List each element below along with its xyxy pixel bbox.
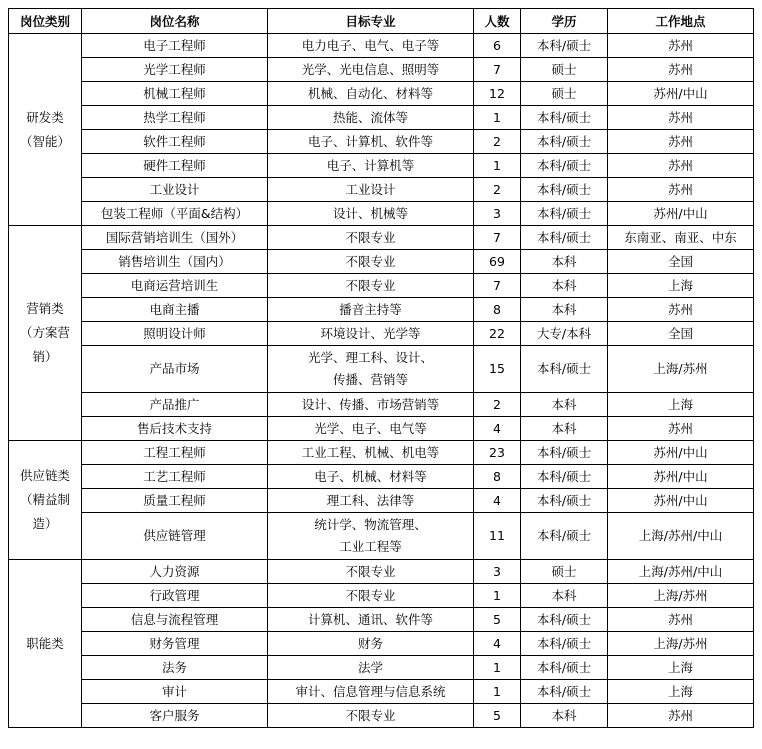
location-cell: 上海: [608, 680, 754, 704]
major-line: 审计、信息管理与信息系统: [295, 684, 446, 699]
position-name-cell: 工艺工程师: [82, 465, 268, 489]
position-name-cell: 电商运营培训生: [82, 274, 268, 298]
table-row: [9, 441, 754, 465]
table-row: [9, 58, 754, 82]
major-cell: [268, 584, 474, 608]
major-line: 电子、计算机、软件等: [307, 134, 433, 149]
table-row: [9, 178, 754, 202]
position-name-cell: 法务: [82, 656, 268, 680]
major-line: 电子、机械、材料等: [314, 469, 427, 484]
major-line: 工业工程等: [339, 539, 402, 554]
headcount-cell: 1: [474, 584, 521, 608]
category-label: 研发类: [26, 109, 64, 125]
header-position: 岗位名称: [82, 9, 268, 34]
headcount-cell: 2: [474, 393, 521, 417]
education-cell: 本科/硕士: [521, 34, 608, 58]
position-name-cell: 国际营销培训生（国外）: [82, 226, 268, 250]
headcount-cell: 5: [474, 704, 521, 728]
major-cell: [268, 34, 474, 58]
education-cell: 本科: [521, 584, 608, 608]
location-cell: 苏州: [608, 608, 754, 632]
headcount-cell: 12: [474, 82, 521, 106]
major-cell: [268, 298, 474, 322]
education-cell: 本科/硕士: [521, 680, 608, 704]
education-cell: 本科/硕士: [521, 226, 608, 250]
education-cell: 本科/硕士: [521, 465, 608, 489]
headcount-cell: 22: [474, 322, 521, 346]
table-row: [9, 130, 754, 154]
major-cell: [268, 58, 474, 82]
headcount-cell: 6: [474, 34, 521, 58]
location-cell: 上海: [608, 656, 754, 680]
category-cell: [9, 560, 82, 728]
major-cell: [268, 178, 474, 202]
major-line: 热能、流体等: [332, 110, 408, 125]
location-cell: 上海/苏州: [608, 346, 754, 393]
headcount-cell: 23: [474, 441, 521, 465]
education-cell: 本科/硕士: [521, 130, 608, 154]
table-row: [9, 106, 754, 130]
location-cell: 苏州: [608, 704, 754, 728]
location-cell: 苏州: [608, 34, 754, 58]
major-line: 光学、光电信息、照明等: [301, 62, 440, 77]
job-table-container: [8, 8, 754, 728]
major-cell: [268, 704, 474, 728]
position-name-cell: 客户服务: [82, 704, 268, 728]
location-cell: 上海: [608, 393, 754, 417]
headcount-cell: 3: [474, 560, 521, 584]
position-name-cell: 热学工程师: [82, 106, 268, 130]
education-cell: 本科: [521, 417, 608, 441]
major-line: 不限专业: [345, 254, 396, 269]
headcount-cell: 3: [474, 202, 521, 226]
major-line: 理工科、法律等: [326, 493, 415, 508]
position-name-cell: 光学工程师: [82, 58, 268, 82]
table-row: [9, 417, 754, 441]
major-line: 不限专业: [345, 588, 396, 603]
category-label: （智能）: [19, 133, 70, 149]
headcount-cell: 2: [474, 130, 521, 154]
major-cell: [268, 632, 474, 656]
major-line: 传播、营销等: [332, 372, 408, 387]
location-cell: 苏州: [608, 178, 754, 202]
table-row: [9, 322, 754, 346]
major-cell: [268, 154, 474, 178]
position-name-cell: 产品市场: [82, 346, 268, 393]
location-cell: 上海/苏州/中山: [608, 513, 754, 560]
table-row: [9, 82, 754, 106]
headcount-cell: 4: [474, 417, 521, 441]
category-label: 职能类: [26, 635, 64, 651]
headcount-cell: 11: [474, 513, 521, 560]
major-cell: [268, 226, 474, 250]
table-row: [9, 465, 754, 489]
education-cell: 本科/硕士: [521, 489, 608, 513]
position-name-cell: 人力资源: [82, 560, 268, 584]
location-cell: 苏州: [608, 106, 754, 130]
location-cell: 苏州: [608, 130, 754, 154]
position-name-cell: 信息与流程管理: [82, 608, 268, 632]
location-cell: 全国: [608, 250, 754, 274]
job-openings-table: [8, 8, 754, 728]
major-cell: [268, 274, 474, 298]
major-line: 工业设计: [345, 182, 396, 197]
headcount-cell: 2: [474, 178, 521, 202]
table-row: [9, 274, 754, 298]
major-line: 机械、自动化、材料等: [307, 86, 433, 101]
header-row: [9, 9, 754, 34]
major-line: 电子、计算机等: [326, 158, 415, 173]
education-cell: 本科/硕士: [521, 178, 608, 202]
headcount-cell: 7: [474, 274, 521, 298]
education-cell: 本科/硕士: [521, 656, 608, 680]
major-cell: [268, 202, 474, 226]
major-line: 设计、机械等: [332, 206, 408, 221]
position-name-cell: 软件工程师: [82, 130, 268, 154]
header-category: 岗位类别: [9, 9, 82, 34]
category-label: 销）: [32, 349, 58, 364]
table-row: [9, 489, 754, 513]
position-name-cell: 电子工程师: [82, 34, 268, 58]
location-cell: 上海/苏州: [608, 584, 754, 608]
table-row: [9, 584, 754, 608]
category-cell: [9, 34, 82, 226]
table-row: [9, 704, 754, 728]
headcount-cell: 4: [474, 489, 521, 513]
table-row: [9, 560, 754, 584]
education-cell: 本科/硕士: [521, 202, 608, 226]
table-row: [9, 680, 754, 704]
table-row: [9, 632, 754, 656]
major-cell: [268, 656, 474, 680]
education-cell: 本科/硕士: [521, 632, 608, 656]
major-line: 播音主持等: [339, 302, 402, 317]
headcount-cell: 8: [474, 298, 521, 322]
location-cell: 苏州/中山: [608, 465, 754, 489]
education-cell: 本科: [521, 274, 608, 298]
category-label: 造）: [32, 516, 58, 531]
category-label: （精益制: [19, 492, 70, 507]
headcount-cell: 1: [474, 656, 521, 680]
location-cell: 苏州/中山: [608, 202, 754, 226]
headcount-cell: 1: [474, 680, 521, 704]
headcount-cell: 7: [474, 58, 521, 82]
major-cell: [268, 560, 474, 584]
major-cell: [268, 513, 474, 560]
major-line: 计算机、通讯、软件等: [307, 612, 433, 627]
position-name-cell: 审计: [82, 680, 268, 704]
headcount-cell: 1: [474, 154, 521, 178]
education-cell: 硕士: [521, 82, 608, 106]
table-row: [9, 202, 754, 226]
location-cell: 苏州: [608, 417, 754, 441]
education-cell: 本科: [521, 298, 608, 322]
location-cell: 苏州/中山: [608, 441, 754, 465]
table-row: [9, 226, 754, 250]
location-cell: 苏州: [608, 154, 754, 178]
position-name-cell: 行政管理: [82, 584, 268, 608]
location-cell: 苏州: [608, 298, 754, 322]
location-cell: 苏州/中山: [608, 82, 754, 106]
header-count: 人数: [474, 9, 521, 34]
location-cell: 上海/苏州: [608, 632, 754, 656]
education-cell: 本科/硕士: [521, 608, 608, 632]
education-cell: 本科: [521, 393, 608, 417]
position-name-cell: 照明设计师: [82, 322, 268, 346]
table-row: [9, 34, 754, 58]
headcount-cell: 1: [474, 106, 521, 130]
location-cell: 上海: [608, 274, 754, 298]
education-cell: 本科: [521, 704, 608, 728]
table-row: [9, 393, 754, 417]
position-name-cell: 产品推广: [82, 393, 268, 417]
table-row: [9, 154, 754, 178]
table-row: [9, 346, 754, 393]
major-cell: [268, 465, 474, 489]
header-education: 学历: [521, 9, 608, 34]
category-cell: [9, 441, 82, 560]
header-major: 目标专业: [268, 9, 474, 34]
education-cell: 本科/硕士: [521, 106, 608, 130]
table-row: [9, 656, 754, 680]
headcount-cell: 15: [474, 346, 521, 393]
table-row: [9, 298, 754, 322]
position-name-cell: 销售培训生（国内）: [82, 250, 268, 274]
category-label: 供应链类: [19, 468, 70, 483]
major-line: 设计、传播、市场营销等: [301, 397, 440, 412]
major-cell: [268, 608, 474, 632]
location-cell: 上海/苏州/中山: [608, 560, 754, 584]
table-row: [9, 513, 754, 560]
location-cell: 苏州: [608, 58, 754, 82]
major-cell: [268, 322, 474, 346]
category-label: 营销类: [26, 301, 64, 316]
major-line: 不限专业: [345, 564, 396, 579]
position-name-cell: 工程工程师: [82, 441, 268, 465]
major-line: 不限专业: [345, 230, 396, 245]
position-name-cell: 硬件工程师: [82, 154, 268, 178]
education-cell: 硕士: [521, 560, 608, 584]
major-line: 统计学、物流管理、: [314, 517, 427, 532]
position-name-cell: 质量工程师: [82, 489, 268, 513]
major-cell: [268, 680, 474, 704]
major-cell: [268, 489, 474, 513]
headcount-cell: 69: [474, 250, 521, 274]
major-cell: [268, 346, 474, 393]
headcount-cell: 7: [474, 226, 521, 250]
major-cell: [268, 106, 474, 130]
header-location: 工作地点: [608, 9, 754, 34]
position-name-cell: 供应链管理: [82, 513, 268, 560]
education-cell: 本科/硕士: [521, 154, 608, 178]
table-body: [9, 34, 754, 728]
headcount-cell: 4: [474, 632, 521, 656]
major-line: 不限专业: [345, 278, 396, 293]
major-line: 法学: [357, 660, 383, 675]
education-cell: 本科/硕士: [521, 346, 608, 393]
education-cell: 大专/本科: [521, 322, 608, 346]
position-name-cell: 财务管理: [82, 632, 268, 656]
major-line: 工业工程、机械、机电等: [301, 445, 440, 460]
position-name-cell: 电商主播: [82, 298, 268, 322]
major-cell: [268, 441, 474, 465]
position-name-cell: 包装工程师（平面&结构）: [82, 202, 268, 226]
headcount-cell: 5: [474, 608, 521, 632]
location-cell: 全国: [608, 322, 754, 346]
position-name-cell: 机械工程师: [82, 82, 268, 106]
education-cell: 本科: [521, 250, 608, 274]
major-line: 环境设计、光学等: [320, 326, 421, 341]
major-cell: [268, 393, 474, 417]
major-line: 光学、电子、电气等: [314, 421, 427, 436]
major-line: 电力电子、电气、电子等: [301, 38, 440, 53]
location-cell: 东南亚、南亚、中东: [608, 226, 754, 250]
major-cell: [268, 250, 474, 274]
education-cell: 本科/硕士: [521, 441, 608, 465]
position-name-cell: 售后技术支持: [82, 417, 268, 441]
major-line: 光学、理工科、设计、: [307, 350, 433, 365]
position-name-cell: 工业设计: [82, 178, 268, 202]
education-cell: 本科/硕士: [521, 513, 608, 560]
education-cell: 硕士: [521, 58, 608, 82]
table-row: [9, 250, 754, 274]
location-cell: 苏州/中山: [608, 489, 754, 513]
major-line: 财务: [357, 636, 383, 651]
major-cell: [268, 82, 474, 106]
major-cell: [268, 130, 474, 154]
category-label: （方案营: [19, 325, 70, 340]
category-cell: [9, 226, 82, 441]
headcount-cell: 8: [474, 465, 521, 489]
major-cell: [268, 417, 474, 441]
major-line: 不限专业: [345, 708, 396, 723]
table-row: [9, 608, 754, 632]
